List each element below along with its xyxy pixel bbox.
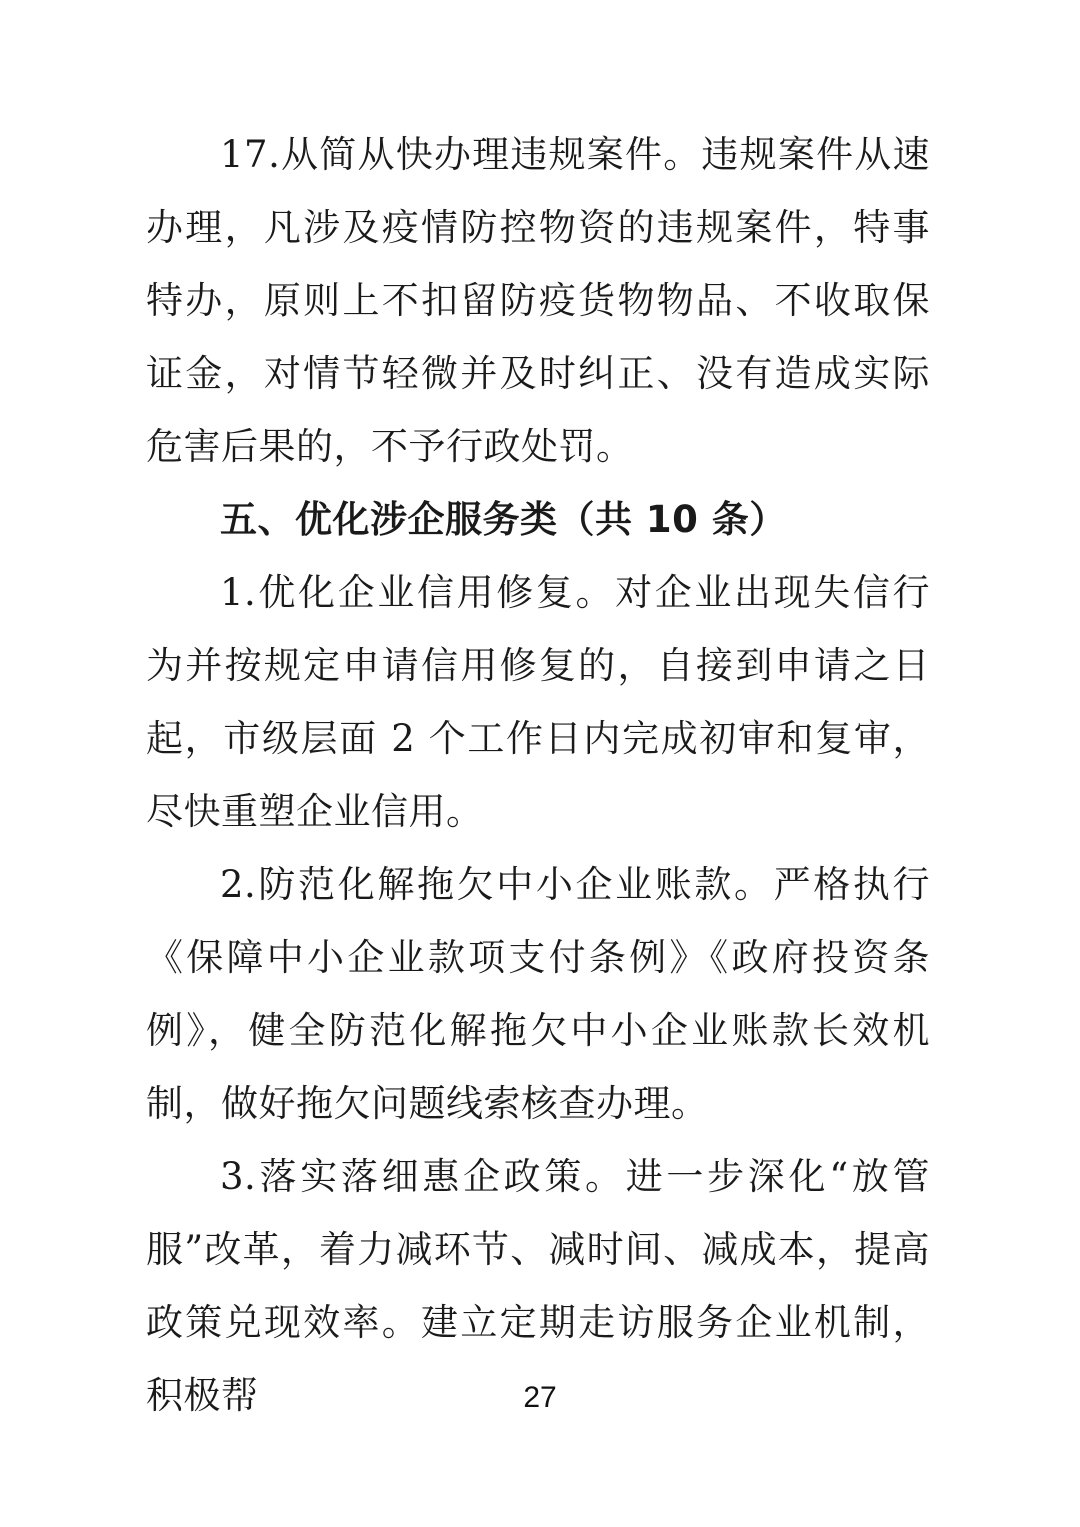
section-heading-optimize-enterprise-services: 五、优化涉企服务类（共 10 条） xyxy=(220,498,787,541)
paragraph-3-enterprise-policies: 3.落实落细惠企政策。进一步深化“放管服”改革，着力减环节、减时间、减成本，提高政策兑现效率。建立定期走访服务企业机制，积极帮 xyxy=(146,1155,930,1417)
paragraph-2-arrears-prevention: 2.防范化解拖欠中小企业账款。严格执行《保障中小企业款项支付条例》《政府投资条例》，健全防范化解拖欠中小企业账款长效机制，做好拖欠问题线索核查办理。 xyxy=(146,863,930,1125)
paragraph-1-credit-repair: 1.优化企业信用修复。对企业出现失信行为并按规定申请信用修复的，自接到申请之日起，市级层面 2 个工作日内完成初审和复审，尽快重塑企业信用。 xyxy=(146,571,930,833)
page-number: 27 xyxy=(523,1381,557,1414)
document-body xyxy=(146,118,930,1432)
paragraph-17-handle-violation-cases: 17.从简从快办理违规案件。违规案件从速办理，凡涉及疫情防控物资的违规案件，特事特办，原则上不扣留防疫货物物品、不收取保证金，对情节轻微并及时纠正、没有造成实际危害后果的，不予行政处罚。 xyxy=(146,133,930,468)
